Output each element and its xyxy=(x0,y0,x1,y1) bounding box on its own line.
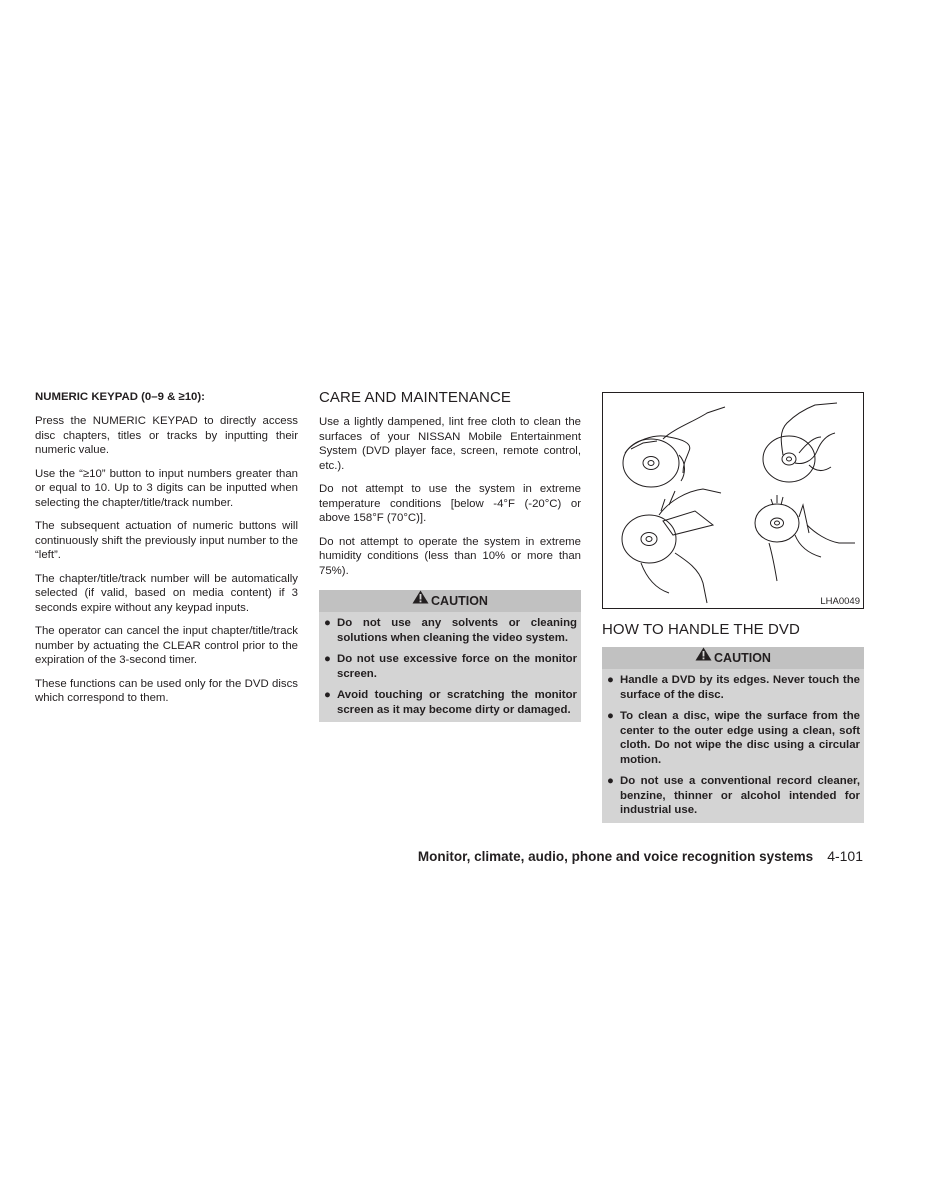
warning-triangle-icon xyxy=(412,589,429,611)
care-caution-box xyxy=(319,590,581,722)
care-caution-header xyxy=(319,590,581,612)
page-number: 4-101 xyxy=(827,848,863,864)
keypad-paragraph-6: These functions can be used only for the DVD discs which correspond to them. xyxy=(35,677,298,704)
dvd-handling-illustration xyxy=(602,392,864,609)
footer-section-title: Monitor, climate, audio, phone and voice recognition systems xyxy=(417,849,814,864)
bullet-icon: ● xyxy=(607,674,614,686)
keypad-heading: NUMERIC KEYPAD (0–9 & ≥10): xyxy=(35,391,205,403)
bullet-icon: ● xyxy=(324,689,331,701)
care-caution-item: ● Do not use excessive force on the monitor screen. xyxy=(324,653,577,680)
page-footer xyxy=(418,848,863,864)
disc-wipe-outward-drawing xyxy=(755,495,855,581)
care-caution-item: ● Avoid touching or scratching the monitor screen as it may become dirty or damaged. xyxy=(324,689,577,716)
care-caution-title: CAUTION xyxy=(431,594,488,608)
column-care xyxy=(319,388,581,722)
dvd-heading: HOW TO HANDLE THE DVD xyxy=(602,621,800,638)
figure-label: LHA0049 xyxy=(820,596,860,607)
care-paragraph-2: Do not attempt to use the system in extreme temperature conditions [below -4°F (-20°C) or above 158°F (70°C)]. xyxy=(319,483,581,524)
bullet-icon: ● xyxy=(324,617,331,629)
column-keypad xyxy=(35,388,298,715)
dvd-caution-item: ● Do not use a conventional record cleaner, benzine, thinner or alcohol intended for industrial use. xyxy=(607,775,860,816)
keypad-paragraph-2: Use the “≥10” button to input numbers greater than or equal to 10. Up to 3 digits can be inputted when selecting the chapter/title/track number. xyxy=(35,467,298,509)
care-caution-item: ● Do not use any solvents or cleaning solutions when cleaning the video system. xyxy=(324,617,577,644)
dvd-caution-item: ● To clean a disc, wipe the surface from the center to the outer edge using a clean, soft cloth. Do not wipe the disc using a circular motion. xyxy=(607,710,860,766)
bullet-icon: ● xyxy=(607,775,614,787)
bullet-icon: ● xyxy=(607,710,614,722)
care-paragraph-3: Do not attempt to operate the system in extreme humidity conditions (less than 10% or more than 75%). xyxy=(319,535,581,577)
disc-center-finger-drawing xyxy=(763,403,837,482)
dvd-caution-box xyxy=(602,647,864,823)
bullet-icon: ● xyxy=(324,653,331,665)
disc-wiping-drawing xyxy=(622,489,721,603)
keypad-paragraph-3: The subsequent actuation of numeric buttons will continuously shift the previously input number to the “left”. xyxy=(35,520,298,561)
keypad-paragraph-5: The operator can cancel the input chapter/title/track number by actuating the CLEAR control prior to the expiration of the 3-second timer. xyxy=(35,625,298,666)
dvd-caution-title: CAUTION xyxy=(714,651,771,665)
keypad-paragraph-1: Press the NUMERIC KEYPAD to directly access disc chapters, titles or tracks by inputting their numeric value. xyxy=(35,415,298,456)
disc-held-by-edge-drawing xyxy=(623,407,725,487)
care-paragraph-1: Use a lightly dampened, lint free cloth to clean the surfaces of your NISSAN Mobile Entertainment System (DVD player face, screen, remote control, etc.). xyxy=(319,416,581,472)
warning-triangle-icon xyxy=(695,646,712,668)
keypad-paragraph-4: The chapter/title/track number will be automatically selected (if valid, based on media content) if 3 seconds expire without any keypad inputs. xyxy=(35,572,298,614)
dvd-caution-item: ● Handle a DVD by its edges. Never touch the surface of the disc. xyxy=(607,674,860,701)
dvd-caution-header xyxy=(602,647,864,669)
column-dvd xyxy=(602,392,864,823)
care-heading: CARE AND MAINTENANCE xyxy=(319,389,512,406)
